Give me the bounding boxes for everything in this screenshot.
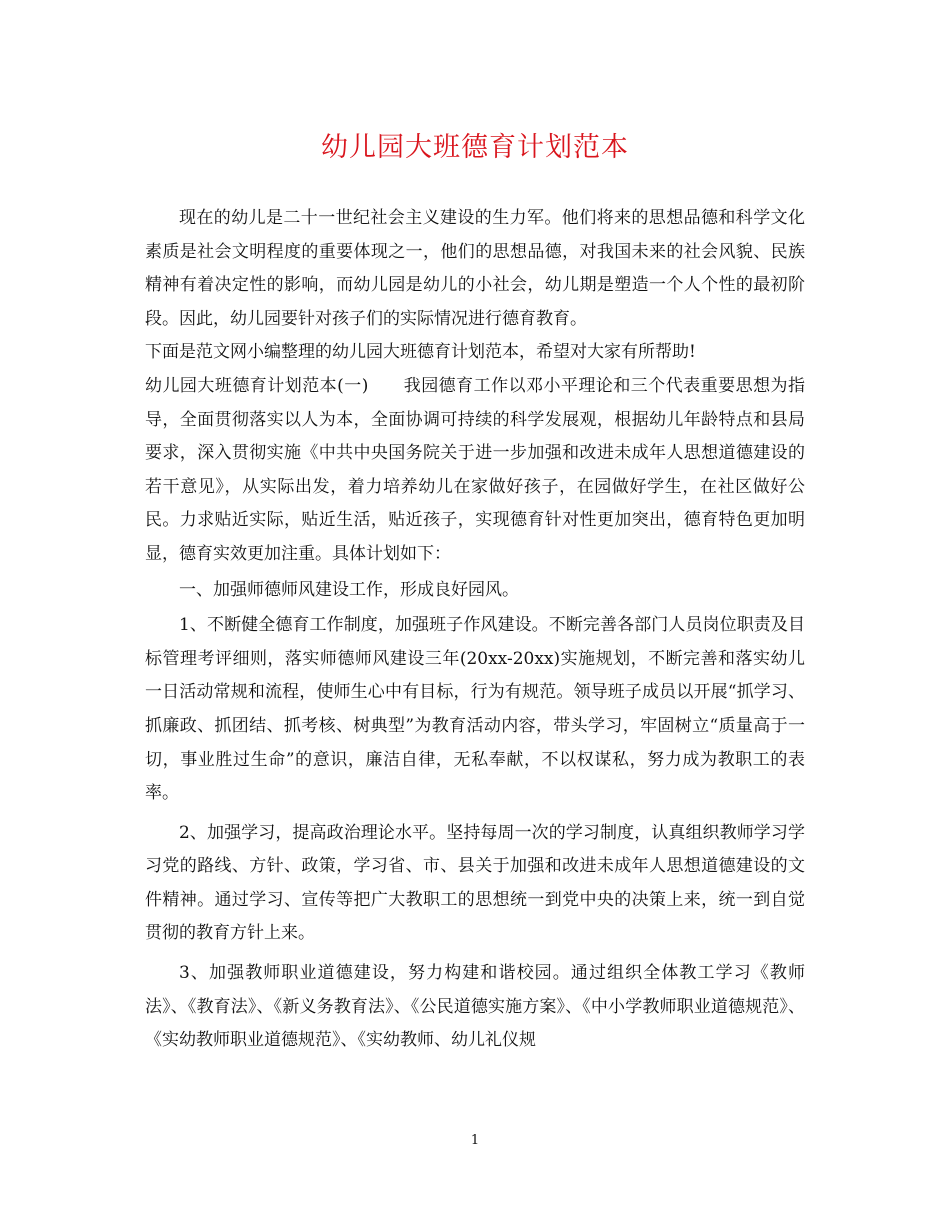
paragraph-item-3: 3、加强教师职业道德建设，努力构建和谐校园。通过组织全体教工学习《教师法》、《教育法》、《新义务教育法》、《公民道德实施方案》、《中小学教师职业道德规范》、《实幼教师职业道德规范》、《实幼教师、幼儿礼仪规 <box>145 963 805 1051</box>
document-title: 幼儿园大班德育计划范本 <box>321 132 629 163</box>
page-number: 1 <box>470 1133 480 1148</box>
paragraph-intro: 现在的幼儿是二十一世纪社会主义建设的生力军。他们将来的思想品德和科学文化素质是社会文明程度的重要体现之一，他们的思想品德，对我国未来的社会风貌、民族精神有着决定性的影响，而幼儿园是幼儿的小社会，幼儿期是塑造一个人个性的最初阶段。因此，幼儿园要针对孩子们的实际情况进行德育教育。 <box>145 208 805 329</box>
paragraph-plan-intro: 幼儿园大班德育计划范本(一) 我园德育工作以邓小平理论和三个代表重要思想为指导，全面贯彻落实以人为本，全面协调可持续的科学发展观，根据幼儿年龄特点和县局要求，深入贯彻实施《中共中央国务院关于进一步加强和改进未成年人思想道德建设的若干意见》，从实际出发，着力培养幼儿在家做好孩子，在园做好学生，在社区做好公民。力求贴近实际，贴近生活，贴近孩子，实现德育针对性更加突出，德育特色更加明显，德育实效更加注重。具体计划如下： <box>145 375 805 564</box>
paragraph-item-1: 1、不断健全德育工作制度，加强班子作风建设。不断完善各部门人员岗位职责及目标管理考评细则，落实师德师风建设三年(20xx-20xx)实施规划，不断完善和落实幼儿一日活动常规和流程，使师生心中有目标，行为有规范。领导班子成员以开展“抓学习、抓廉政、抓团结、抓考核、树典型”为教育活动内容，带头学习，牢固树立“质量高于一切，事业胜过生命”的意识，廉洁自律，无私奉献，不以权谋私，努力成为教职工的表率。 <box>145 615 805 804</box>
document-body <box>145 202 805 1058</box>
section-heading-1: 一、加强师德师风建设工作，形成良好园风。 <box>179 579 519 600</box>
paragraph-note: 下面是范文网小编整理的幼儿园大班德育计划范本，希望对大家有所帮助! <box>145 342 696 363</box>
paragraph-item-2: 2、加强学习，提高政治理论水平。坚持每周一次的学习制度，认真组织教师学习学习党的路线、方针、政策，学习省、市、县关于加强和改进未成年人思想道德建设的文件精神。通过学习、宣传等把广大教职工的思想统一到党中央的决策上来，统一到自觉贯彻的教育方针上来。 <box>145 822 805 944</box>
